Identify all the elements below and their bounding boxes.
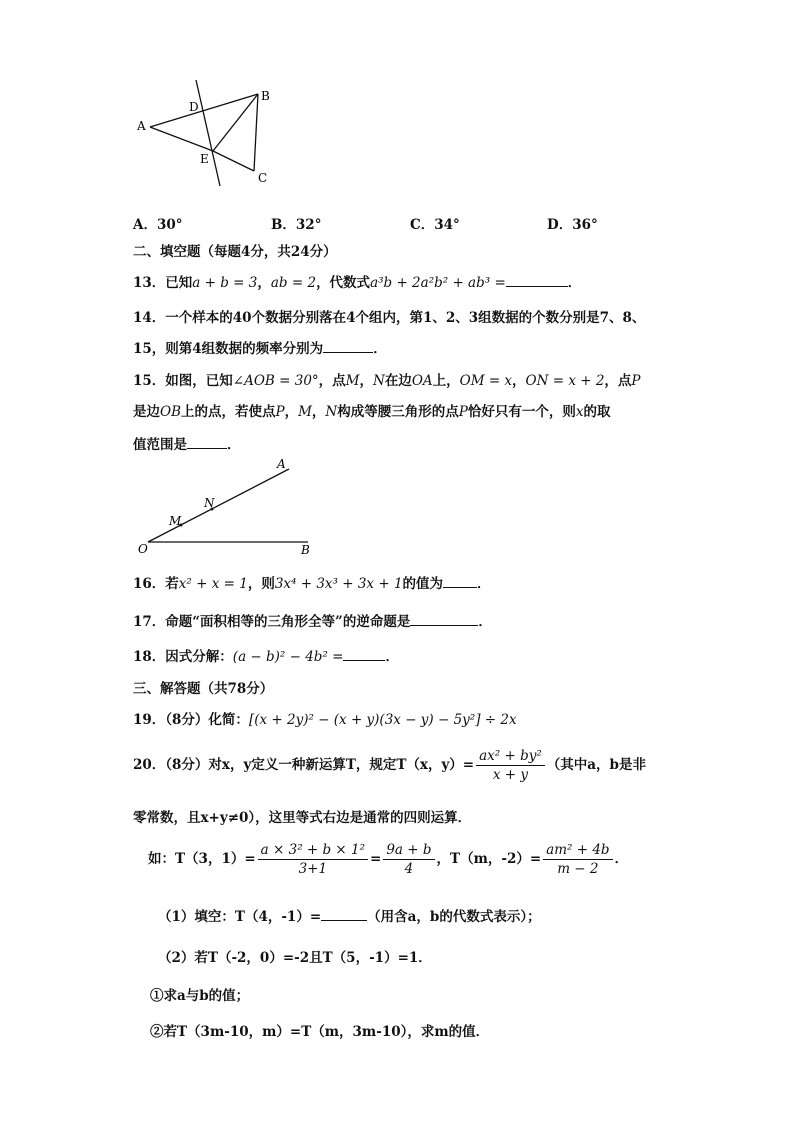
- answer-blank-16[interactable]: [443, 575, 477, 588]
- ray-oa: [148, 469, 289, 542]
- answer-blank-14[interactable]: [323, 340, 373, 353]
- q15-p2: P: [275, 404, 285, 420]
- question-13: 13．已知a + b = 3，ab = 2，代数式a³b + 2a²b² + ab³ = ．: [133, 275, 582, 291]
- question-20-example: [148, 842, 628, 877]
- question-17: [133, 610, 492, 630]
- q15-angle: ∠AOB = 30°: [232, 373, 319, 389]
- q17-text: 17．命题“面积相等的三角形全等”的逆命题是: [133, 614, 411, 630]
- segment-ae: [150, 127, 213, 151]
- section3-heading: 三、解答题（共78分）: [133, 681, 274, 697]
- q14-line2-text: 15，则第4组数据的频率分别为: [133, 341, 324, 357]
- q20-p1a: （1）填空：T（4，-1）=: [158, 909, 322, 925]
- q13-end: ．: [567, 275, 582, 291]
- question-19: [133, 708, 517, 728]
- q16-expr: 3x⁴ + 3x³ + 3x + 1: [274, 576, 403, 592]
- q13-expr: a³b + 2a²b² + ab³ =: [370, 275, 506, 291]
- option-c: C．34°: [410, 217, 460, 233]
- question-20-part1: [158, 905, 541, 925]
- q20-p1b: （用含a，b的代数式表示）；: [367, 909, 541, 925]
- option-d: D．36°: [547, 217, 598, 233]
- label-b: B: [261, 89, 270, 103]
- label-a2: A: [277, 457, 286, 471]
- label-d: D: [189, 100, 199, 114]
- q15-p: P: [631, 373, 641, 389]
- q13-cond1: a + b = 3: [192, 275, 258, 291]
- q15-t1: 15．如图，已知: [133, 373, 233, 389]
- q19-prefix: 19．（8分）化简：: [133, 712, 249, 728]
- label-b2: B: [301, 543, 310, 557]
- q15-x: x: [575, 404, 584, 420]
- answer-blank-15[interactable]: [187, 436, 227, 449]
- q20-ex-frac1: [258, 842, 368, 877]
- q15-ob: OB: [160, 404, 181, 420]
- figure-triangle: [130, 78, 290, 193]
- segment-bc: [254, 94, 258, 171]
- line-de: [196, 80, 220, 186]
- answer-blank-17[interactable]: [410, 613, 478, 626]
- label-n: N: [204, 496, 215, 510]
- q20-ex-b: ，T（m，-2）=: [436, 851, 542, 867]
- q20-definition-fraction: [476, 748, 545, 783]
- q15-m2: M: [298, 404, 312, 420]
- q20-ex-frac2: [383, 842, 434, 877]
- q15-on: ON = x + 2: [525, 373, 605, 389]
- q20-ex-frac3: [543, 842, 612, 877]
- answer-blank-13[interactable]: [506, 274, 568, 287]
- label-e: E: [200, 152, 209, 166]
- q20-ex-end: ．: [614, 851, 629, 867]
- question-16: [133, 572, 491, 592]
- q20-ex-f2-den: 4: [404, 861, 414, 877]
- q15-n2: N: [325, 404, 338, 420]
- q15-t3: 在边: [384, 373, 412, 389]
- question-20-line2: 零常数，且x+y≠0），这里等式右边是通常的四则运算．: [133, 810, 472, 826]
- option-b: B．32°: [271, 217, 322, 233]
- question-14-line2: [133, 337, 387, 357]
- answer-blank-20-1[interactable]: [321, 908, 367, 921]
- q20-ex-f3-den: m − 2: [557, 861, 599, 877]
- segment-ab: [150, 94, 258, 127]
- option-a: A．30°: [133, 217, 183, 233]
- q15-t5: ，点: [604, 373, 632, 389]
- label-a: A: [137, 119, 146, 133]
- q16-mid: ，则: [247, 576, 275, 592]
- q15-p3: P: [458, 404, 468, 420]
- q15-t2: ，点: [318, 373, 346, 389]
- label-m: M: [169, 514, 182, 528]
- q20-frac-num: ax² + by²: [476, 748, 545, 766]
- q20-frac-den: x + y: [492, 767, 529, 783]
- question-14-line1: 14．一个样本的40个数据分别落在4个组内，第1、2、3组数据的个数分别是7、8、: [133, 310, 646, 326]
- q17-end: ．: [478, 614, 492, 630]
- q15-t8: 构成等腰三角形的点: [337, 404, 459, 420]
- q15-t11: 值范围是: [133, 437, 187, 453]
- question-20-part2: （2）若T（-2，0）=-2且T（5，-1）=1．: [158, 950, 432, 966]
- q16-prefix: 16．若: [133, 576, 179, 592]
- q15-t6: 是边: [133, 404, 160, 420]
- q15-t7: 上的点，若使点: [181, 404, 276, 420]
- question-20-line1: [133, 748, 646, 783]
- q20-t1: 20．（8分）对x，y定义一种新运算T，规定T（x，y）=: [133, 757, 475, 773]
- question-20-part2-2: ②若T（3m-10，m）=T（m，3m-10），求m的值．: [150, 1024, 490, 1040]
- section2-heading: 二、填空题（每题4分，共24分）: [133, 244, 337, 260]
- question-18: [133, 645, 399, 665]
- segment-be: [213, 94, 258, 151]
- question-20-part2-1: ①求a与b的值；: [150, 988, 250, 1004]
- q18-end: ．: [385, 649, 399, 665]
- q18-prefix: 18．因式分解：: [133, 649, 233, 665]
- label-o: O: [138, 542, 148, 556]
- q15-t9: 恰好只有一个，则: [467, 404, 576, 420]
- q15-oa: OA: [411, 373, 433, 389]
- q15-t4: 上，: [432, 373, 460, 389]
- q20-ex-a: 如：T（3，1）=: [148, 851, 256, 867]
- q20-ex-f3-num: am² + 4b: [543, 842, 612, 860]
- q15-m: M: [345, 373, 360, 389]
- answer-blank-18[interactable]: [343, 648, 385, 661]
- q16-suffix: 的值为: [402, 576, 444, 592]
- q13-mid: ，代数式: [316, 275, 371, 291]
- q13-cond2: ab = 2: [270, 275, 317, 291]
- q15-om: OM = x: [459, 373, 513, 389]
- question-15-line2: 是边OB上的点，若使点P，M，N构成等腰三角形的点P恰好只有一个，则x的取: [133, 404, 611, 420]
- label-c: C: [258, 171, 268, 185]
- question-15-line3: [133, 433, 241, 453]
- q16-cond: x² + x = 1: [178, 576, 248, 592]
- question-15-line1: 15．如图，已知∠AOB = 30°，点M，N在边OA上，OM = x，ON = x + 2，点P: [133, 373, 641, 389]
- figure-angle: [134, 455, 324, 560]
- q20-ex-f2-num: 9a + b: [383, 842, 434, 860]
- q20-t2: （其中a，b是非: [546, 757, 646, 773]
- q15-t10: 的取: [583, 404, 611, 420]
- q19-expr: [(x + 2y)² − (x + y)(3x − y) − 5y²] ÷ 2x: [248, 712, 517, 728]
- q15-end: ．: [227, 437, 241, 453]
- q16-end: ．: [477, 576, 491, 592]
- q14-end: ．: [373, 341, 387, 357]
- q13-prefix: 13．已知: [133, 275, 193, 291]
- q18-expr: (a − b)² − 4b² =: [232, 649, 344, 665]
- q20-ex-eq: =: [370, 851, 382, 867]
- segment-ec: [213, 151, 254, 171]
- q15-n: N: [373, 373, 385, 389]
- q20-ex-f1-num: a × 3² + b × 1²: [258, 842, 368, 860]
- q20-ex-f1-den: 3+1: [298, 861, 328, 877]
